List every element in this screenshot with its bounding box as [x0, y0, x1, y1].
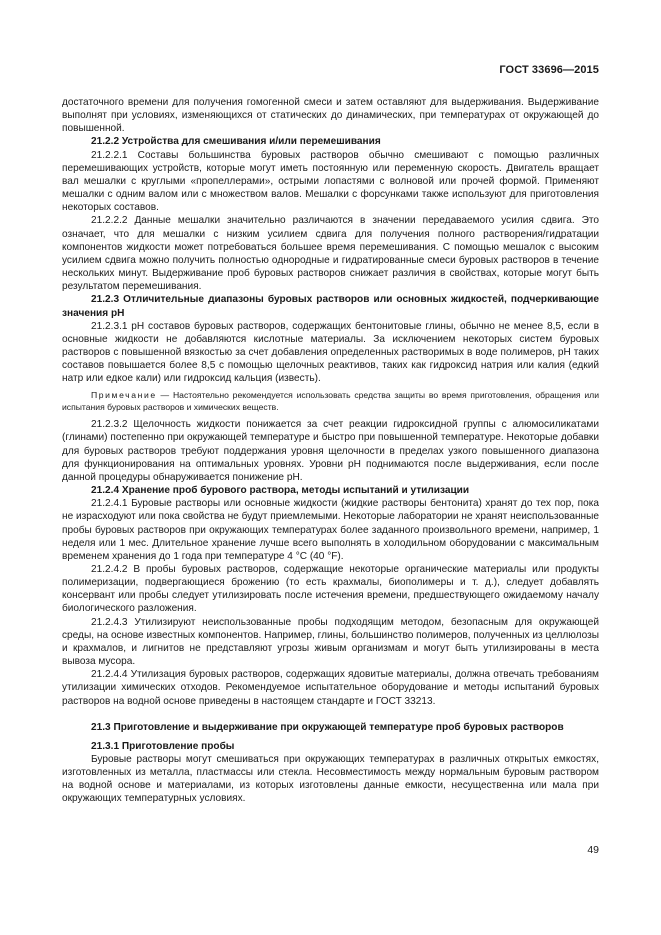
heading-21-2-2: 21.2.2 Устройства для смешивания и/или перемешивания [91, 136, 381, 148]
paragraph-21-2-2-1: 21.2.2.1 Составы большинства буровых растворов обычно смешивают с помощью различных перемешивающих устройств, которые могут иметь постоянную или переменную скорость. Двигатель вращает вал мешалки с круглыми «пропеллерами», острыми лопастями с волновой или прочей формой. Применяют мешалки с одним валом или с множеством валов. Мешалки с форсунками также используют для приготовления некоторых составов. [62, 149, 599, 214]
paragraph-21-2-4-1: 21.2.4.1 Буровые растворы или основные жидкости (жидкие растворы бентонита) хранят до тех пор, пока не израсходуют или пока свойства не будут приемлемыми. Некоторые лаборатории не хранят неиспользованные пробы буровых растворов при окружающих температурах более заданного произвольного времени, например, 1 неделя или 1 мес. Длительное хранение лучше всего выполнять в холодильном оборудовании с максимальным временем хранения до 1 года при температуре 4 °С (40 °F). [62, 498, 599, 562]
paragraph-21-2-4-3: 21.2.4.3 Утилизируют неиспользованные пробы подходящим методом, безопасным для окружающей среды, на основе известных компонентов. Например, глины, большинство полимеров, полученных из целлюлозы и крахмалов, и лигнитов не представляют угрозы живым организмам и могут быть утилизированы в места вывоза мусора. [62, 616, 599, 668]
heading-21-2-3: 21.2.3 Отличительные диапазоны буровых растворов или основных жидкостей, подчеркивающие значения pH [62, 294, 599, 319]
note-label: Примечание [91, 390, 157, 401]
paragraph-21-2-4-4: 21.2.4.4 Утилизация буровых растворов, содержащих ядовитые материалы, должна отвечать требованиям утилизации химических отходов. Рекомендуемое испытательное оборудование и методы испытаний буровых растворов на водной основе приведены в настоящем стандарте и ГОСТ 33213. [62, 669, 599, 707]
heading-21-2-4: 21.2.4 Хранение проб бурового раствора, методы испытаний и утилизации [91, 485, 470, 497]
paragraph-21-2-2-2: 21.2.2.2 Данные мешалки значительно различаются в значении передаваемого усилия сдвига. Это означает, что для мешалки с низким усилием сдвига для получения полного растворения/гидратации компонентов жидкости может потребоваться большее время перемешивания. С помощью мешалок с высоким усилием сдвига можно получить полностью однородные и гидратированные смеси буровых растворов в течение нескольких минут. Выдерживание проб буровых растворов снижает различия в свойствах, которые могут быть результатом перемешивания. [62, 215, 599, 293]
heading-21-3-1: 21.3.1 Приготовление пробы [91, 740, 235, 752]
note-text: — Настоятельно рекомендуется использовать средства защиты во время приготовления, обращения или испытания буровых растворов и химических веществ. [62, 390, 599, 412]
paragraph-continuation: достаточного времени для получения гомогенной смеси и затем оставляют для выдерживания. Выдерживание выполнят при условиях, изменяющихся от статических до динамических, при температурах от окружающей до повышенной. [62, 97, 599, 135]
standard-code: ГОСТ 33696—2015 [499, 64, 599, 76]
paragraph-21-2-3-1: 21.2.3.1 pH составов буровых растворов, содержащих бентонитовые глины, обычно не менее 8,5, если в основные жидкости не добавляются кислотные материалы. За исключением некоторых систем буровых растворов с повышенной вязкостью за счет добавления определенных растворимых в воде полимеров, pH таких составов повышается более 8,5 с помощью щелочных реактивов, таких как гидроксид натрия или калия (едкий натр или едкое кали) или гидроксид кальция (известь). [62, 320, 599, 385]
page-number: 49 [587, 844, 599, 856]
heading-21-3: 21.3 Приготовление и выдерживание при окружающей температуре проб буровых растворов [91, 721, 564, 733]
paragraph-21-3-1: Буровые растворы могут смешиваться при окружающих температурах в различных открытых емкостях, изготовленных из металла, пластмассы или стекла. Несовместимость между нормальным буровым раствором на водной основе и материалами, из которых изготовлены данные емкости, несущественна или мала при окружающих температурных условиях. [62, 754, 599, 805]
document-body [62, 96, 599, 806]
paragraph-21-2-4-2: 21.2.4.2 В пробы буровых растворов, содержащие некоторые органические материалы или продукты полимеризации, подвергающиеся брожению (то есть крахмалы, биополимеры и т. д.), следует добавлять консервант или пробы следует утилизировать после истечения времени, предшествующего ожидаемому началу биологического разложения. [62, 563, 599, 615]
paragraph-21-2-3-2: 21.2.3.2 Щелочность жидкости понижается за счет реакции гидроксидной группы с алюмосиликатами (глинами) постепенно при окружающей температуре и быстро при повышенной температуре. Некоторые добавки для буровых растворов требуют поддержания уровня щелочности в пределах узкого повышенного диапазона для функционирования на оптимальных уровнях. Уровни pH поднимаются после выдерживания, если после данной процедуры обнаруживается понижение pH. [62, 419, 599, 483]
note [62, 390, 599, 413]
